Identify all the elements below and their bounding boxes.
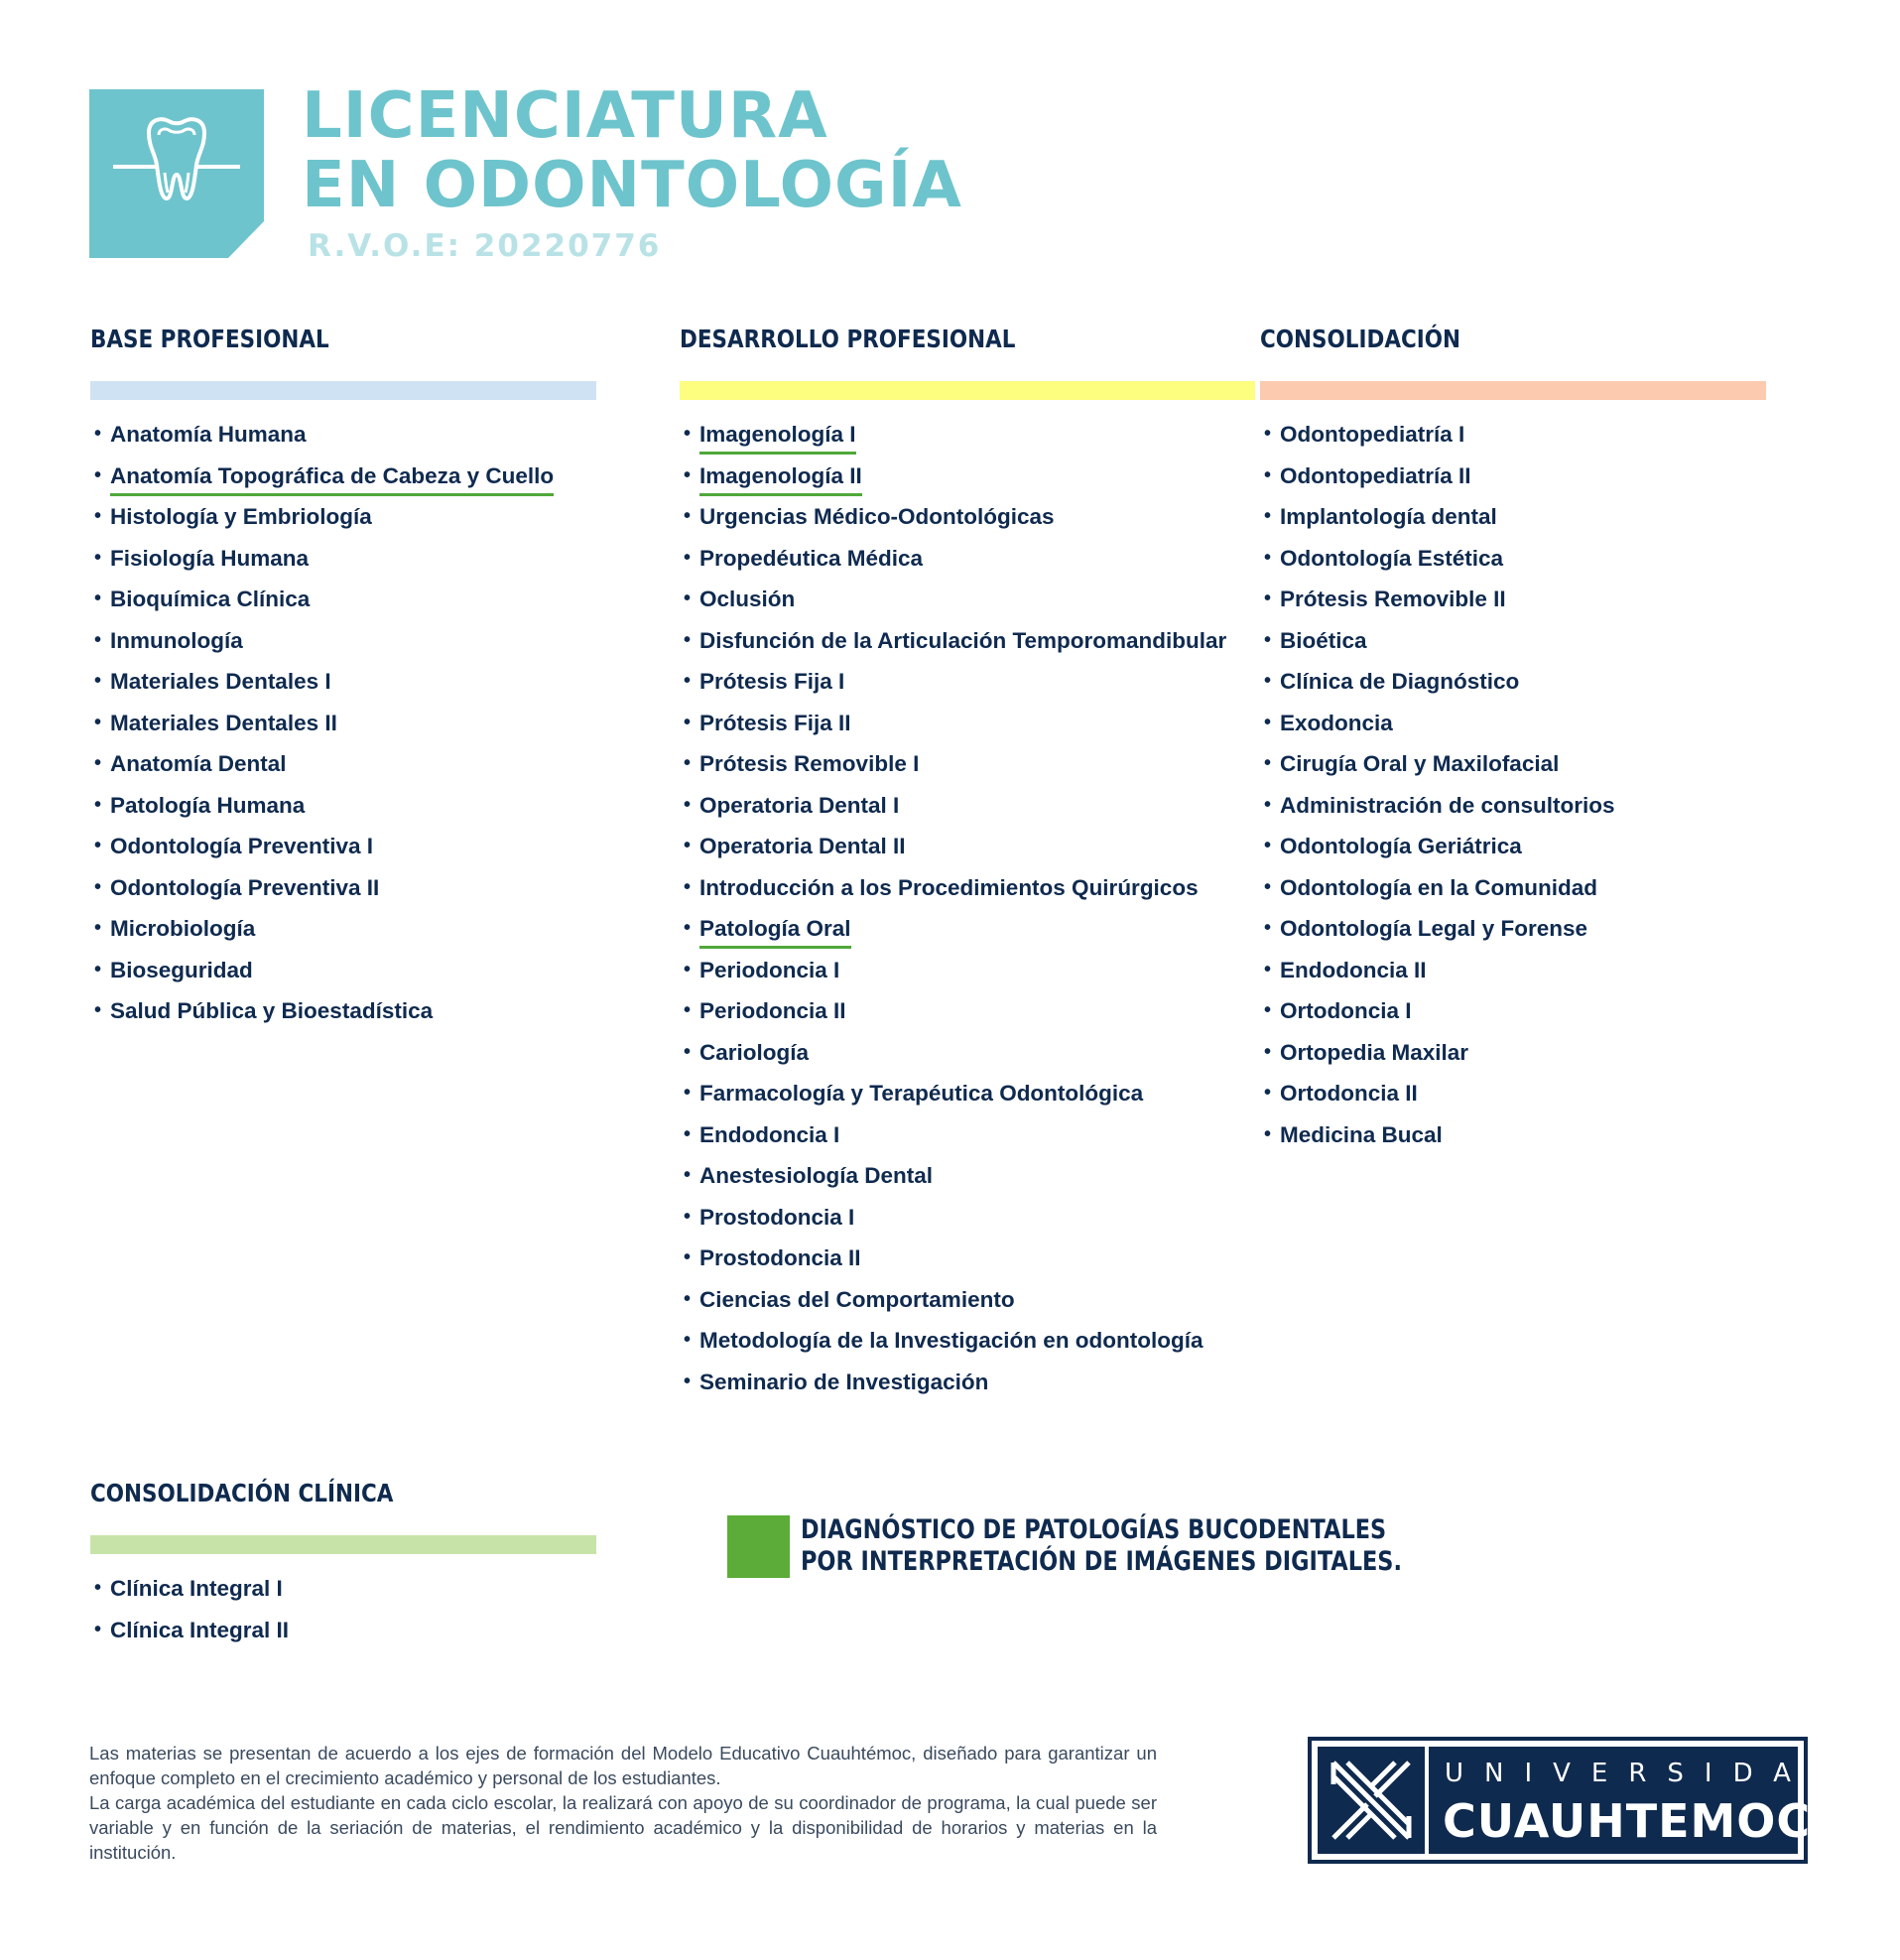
logo-text-universidad: UNIVERSIDAD xyxy=(1445,1759,1852,1788)
logo-divider xyxy=(1425,1747,1429,1854)
subject-label: Operatoria Dental II xyxy=(699,834,906,858)
subject-item xyxy=(680,620,1255,662)
subject-label: Urgencias Médico-Odontológicas xyxy=(699,504,1055,529)
subject-label: Farmacología y Terapéutica Odontológica xyxy=(699,1081,1144,1106)
footer-note xyxy=(89,1741,1157,1865)
subject-item xyxy=(90,414,596,456)
subject-label: Bioseguridad xyxy=(110,957,253,982)
subject-item xyxy=(90,867,596,909)
subject-item xyxy=(680,496,1255,538)
program-logo xyxy=(89,89,264,258)
subject-label: Cariología xyxy=(699,1039,810,1065)
subject-item xyxy=(1260,1032,1766,1074)
subject-item xyxy=(680,579,1255,620)
subject-label: Odontopediatría II xyxy=(1280,462,1471,488)
subject-item xyxy=(90,950,596,991)
subject-label: Inmunología xyxy=(110,627,243,653)
subject-item xyxy=(680,1320,1255,1362)
subject-label: Clínica de Diagnóstico xyxy=(1280,669,1520,694)
subject-label: Ciencias del Comportamiento xyxy=(699,1286,1015,1312)
legend-swatch xyxy=(727,1515,790,1578)
subject-item xyxy=(1260,1073,1766,1114)
subject-label: Imagenología I xyxy=(699,420,856,455)
subject-label: Operatoria Dental I xyxy=(699,792,900,818)
subject-label: Prostodoncia I xyxy=(699,1204,855,1230)
section-consolidacion xyxy=(1260,325,1766,1155)
subject-label: Bioética xyxy=(1280,627,1367,653)
subject-label: Clínica Integral II xyxy=(110,1617,290,1642)
subject-item xyxy=(1260,785,1766,827)
subject-label: Medicina Bucal xyxy=(1280,1121,1443,1147)
subject-item xyxy=(1260,620,1766,662)
section-color-bar xyxy=(680,381,1255,400)
subject-item-highlighted xyxy=(680,456,1255,497)
section-base-profesional xyxy=(90,325,596,1032)
subject-item xyxy=(90,579,596,620)
page-title xyxy=(302,81,962,220)
subject-item xyxy=(90,826,596,867)
subject-label: Ortodoncia I xyxy=(1280,998,1412,1023)
subject-item xyxy=(1260,579,1766,620)
subject-label: Propedéutica Médica xyxy=(699,545,924,571)
subject-label: Bioquímica Clínica xyxy=(110,587,311,611)
subject-label: Seminario de Investigación xyxy=(699,1369,989,1394)
subject-label: Anatomía Humana xyxy=(110,422,307,447)
subject-label: Prótesis Fija II xyxy=(699,710,851,735)
subject-item xyxy=(680,743,1255,785)
subject-item xyxy=(90,620,596,662)
subject-label: Odontología Legal y Forense xyxy=(1280,916,1588,941)
subject-item xyxy=(90,785,596,827)
section-title: DESARROLLO PROFESIONAL xyxy=(680,325,1016,353)
subject-item xyxy=(680,1197,1255,1239)
section-color-bar xyxy=(90,1535,596,1554)
subject-item xyxy=(680,1155,1255,1197)
subject-label: Patología Humana xyxy=(110,792,306,818)
subject-item xyxy=(1260,538,1766,580)
subject-item xyxy=(90,661,596,703)
subject-label: Prótesis Removible II xyxy=(1280,587,1506,611)
subject-item xyxy=(680,867,1255,909)
subject-label: Materiales Dentales II xyxy=(110,710,337,735)
subject-item xyxy=(680,1073,1255,1114)
title-line-1: LICENCIATURA xyxy=(302,79,828,153)
subject-item xyxy=(1260,661,1766,703)
subject-item xyxy=(1260,826,1766,867)
subject-item xyxy=(1260,908,1766,950)
subject-label: Clínica Integral I xyxy=(110,1576,283,1601)
subject-item xyxy=(90,538,596,580)
subject-label: Disfunción de la Articulación Temporomandibular xyxy=(699,627,1227,653)
subject-item xyxy=(680,785,1255,827)
subject-item-highlighted xyxy=(90,456,596,497)
subject-item-highlighted xyxy=(680,908,1255,950)
subject-item xyxy=(680,661,1255,703)
subject-label: Endodoncia II xyxy=(1280,957,1427,982)
subject-label: Anatomía Topográfica de Cabeza y Cuello xyxy=(110,461,554,496)
subject-item xyxy=(90,496,596,538)
subject-item xyxy=(90,908,596,950)
subject-item xyxy=(680,1238,1255,1279)
subject-item xyxy=(1260,456,1766,497)
subject-label: Odontopediatría I xyxy=(1280,422,1465,447)
subject-label: Ortopedia Maxilar xyxy=(1280,1039,1469,1065)
footer-paragraph-1: Las materias se presentan de acuerdo a los ejes de formación del Modelo Educativo Cuauhtémoc, diseñado para garantizar un enfoque completo en el crecimiento académico y personal de los estudiantes. xyxy=(89,1743,1157,1788)
subject-label: Fisiología Humana xyxy=(110,545,310,571)
subject-list xyxy=(90,414,596,1032)
subject-label: Administración de consultorios xyxy=(1280,792,1615,818)
subject-item xyxy=(1260,743,1766,785)
subject-label: Salud Pública y Bioestadística xyxy=(110,998,434,1023)
subject-item xyxy=(680,1279,1255,1321)
section-color-bar xyxy=(1260,381,1766,400)
subject-label: Implantología dental xyxy=(1280,504,1497,529)
subject-label: Odontología Preventiva I xyxy=(110,834,374,858)
legend-label xyxy=(801,1514,1402,1578)
section-title: CONSOLIDACIÓN CLÍNICA xyxy=(90,1479,394,1507)
subject-item xyxy=(1260,990,1766,1032)
subject-label: Endodoncia I xyxy=(699,1121,840,1147)
subject-label: Cirugía Oral y Maxilofacial xyxy=(1280,751,1560,776)
subject-item xyxy=(680,990,1255,1032)
section-consolidacion-clinica xyxy=(90,1479,596,1650)
subject-label: Exodoncia xyxy=(1280,710,1393,735)
subject-label: Odontología Estética xyxy=(1280,545,1504,571)
subject-label: Prótesis Fija I xyxy=(699,669,845,694)
subject-label: Imagenología II xyxy=(699,461,862,496)
subject-label: Odontología Geriátrica xyxy=(1280,834,1522,858)
subject-item xyxy=(680,1114,1255,1156)
subject-item xyxy=(90,990,596,1032)
subject-label: Oclusión xyxy=(699,587,796,611)
subject-label: Prostodoncia II xyxy=(699,1245,861,1270)
subject-item xyxy=(680,1032,1255,1074)
subject-label: Odontología Preventiva II xyxy=(110,874,380,900)
subject-label: Periodoncia I xyxy=(699,957,840,982)
subject-label: Ortodoncia II xyxy=(1280,1081,1418,1106)
subject-item xyxy=(1260,496,1766,538)
subject-list xyxy=(1260,414,1766,1155)
section-title: BASE PROFESIONAL xyxy=(90,325,329,353)
title-line-2: EN ODONTOLOGÍA xyxy=(302,149,962,222)
section-color-bar xyxy=(90,381,596,400)
section-desarrollo-profesional xyxy=(680,325,1255,1402)
subject-label: Introducción a los Procedimientos Quirúrgicos xyxy=(699,874,1199,900)
subject-item xyxy=(1260,867,1766,909)
subject-label: Periodoncia II xyxy=(699,998,846,1023)
subject-item xyxy=(680,826,1255,867)
subject-item xyxy=(90,703,596,744)
subject-label: Anatomía Dental xyxy=(110,751,287,776)
subject-item xyxy=(1260,703,1766,744)
subject-label: Materiales Dentales I xyxy=(110,669,331,694)
subject-item xyxy=(1260,1114,1766,1156)
university-emblem-icon xyxy=(1326,1755,1417,1846)
subject-item xyxy=(1260,414,1766,456)
subject-item xyxy=(680,538,1255,580)
footer-paragraph-2: La carga académica del estudiante en cada ciclo escolar, la realizará con apoyo de su coordinador de programa, la cual puede ser variable y en función de la seriación de materias, el rendimiento académico y la disponibilidad de horarios y materias en la institución. xyxy=(89,1792,1157,1863)
subject-item xyxy=(90,1568,596,1610)
subject-label: Metodología de la Investigación en odontología xyxy=(699,1328,1203,1353)
subject-label: Patología Oral xyxy=(699,914,851,949)
subject-item xyxy=(680,703,1255,744)
subject-label: Anestesiología Dental xyxy=(699,1163,934,1188)
rvoe-code: R.V.O.E: 20220776 xyxy=(308,228,662,264)
subject-list xyxy=(680,414,1255,1402)
logo-text-cuauhtemoc: CUAUHTEMOC xyxy=(1443,1794,1812,1848)
legend-line-1: DIAGNÓSTICO DE PATOLOGÍAS BUCODENTALES xyxy=(801,1514,1387,1545)
subject-list xyxy=(90,1568,596,1650)
tooth-icon xyxy=(89,89,264,258)
subject-item xyxy=(680,950,1255,991)
subject-item xyxy=(1260,950,1766,991)
subject-item-highlighted xyxy=(680,414,1255,456)
subject-label: Microbiología xyxy=(110,916,256,941)
subject-item xyxy=(90,743,596,785)
section-title: CONSOLIDACIÓN xyxy=(1260,325,1461,353)
legend-line-2: POR INTERPRETACIÓN DE IMÁGENES DIGITALES. xyxy=(801,1546,1402,1577)
subject-label: Odontología en la Comunidad xyxy=(1280,874,1597,900)
subject-item xyxy=(90,1610,596,1651)
university-logo xyxy=(1308,1737,1852,1864)
subject-label: Histología y Embriología xyxy=(110,504,372,529)
subject-item xyxy=(680,1362,1255,1403)
subject-label: Prótesis Removible I xyxy=(699,751,920,776)
